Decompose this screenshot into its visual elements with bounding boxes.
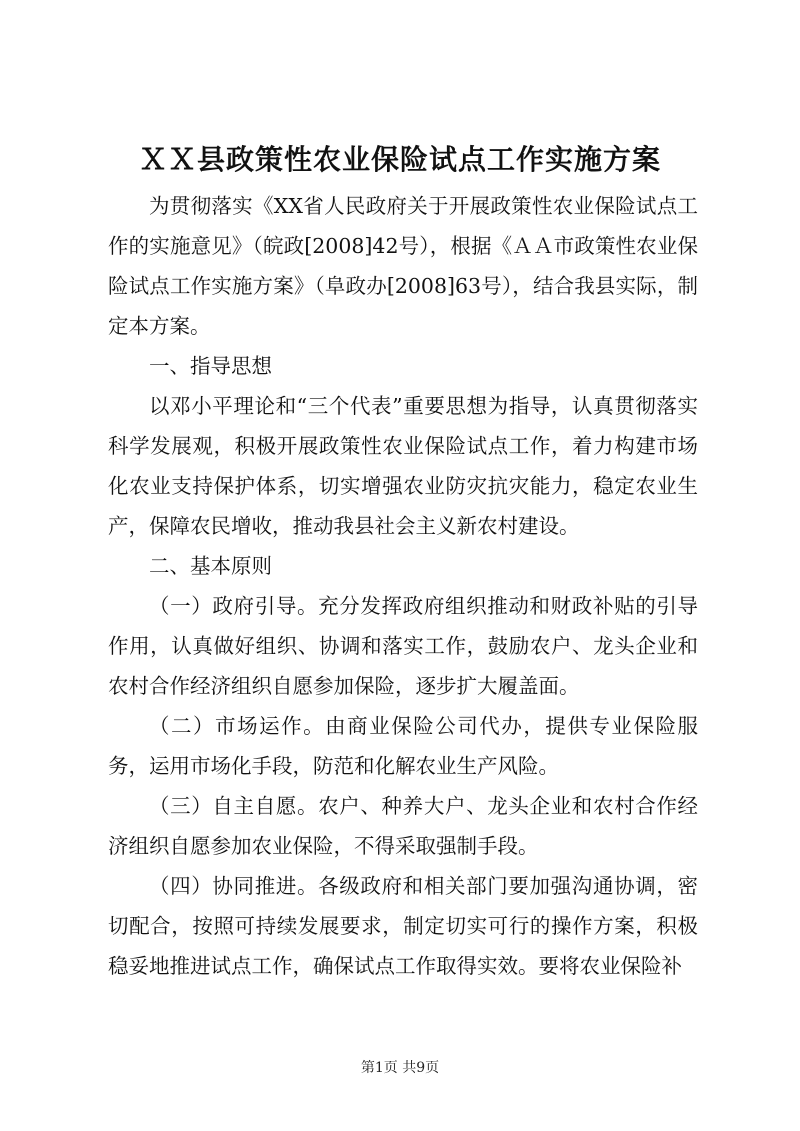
intro-paragraph: 为贯彻落实《XX省人民政府关于开展政策性农业保险试点工作的实施意见》（皖政[2008]42号），根据《ＡＡ市政策性农业保险试点工作实施方案》（阜政办[2008]63号），结合我县实际，制定本方案。 [108,194,698,338]
principle-market-operation: （二）市场运作。由商业保险公司代办，提供专业保险服务，运用市场化手段，防范和化解农业生产风险。 [108,714,698,778]
principle-government-guidance: （一）政府引导。充分发挥政府组织推动和财政补贴的引导作用，认真做好组织、协调和落实工作，鼓励农户、龙头企业和农村合作经济组织自愿参加保险，逐步扩大履盖面。 [108,594,698,698]
document-body [108,186,698,986]
section-heading-basic-principles: 二、基本原则 [149,554,272,578]
section-heading-guiding-thought: 一、指导思想 [149,354,272,378]
document-title: ＸＸ县政策性农业保险试点工作实施方案 [138,143,661,176]
principle-voluntary: （三）自主自愿。农户、种养大户、龙头企业和农村合作经济组织自愿参加农业保险，不得采取强制手段。 [108,794,698,858]
guiding-thought-paragraph: 以邓小平理论和“三个代表”重要思想为指导，认真贯彻落实科学发展观，积极开展政策性农业保险试点工作，着力构建市场化农业支持保护体系，切实增强农业防灾抗灾能力，稳定农业生产，保障农民增收，推动我县社会主义新农村建设。 [108,394,698,538]
principle-coordinated-promotion: （四）协同推进。各级政府和相关部门要加强沟通协调，密切配合，按照可持续发展要求，制定切实可行的操作方案，积极稳妥地推进试点工作，确保试点工作取得实效。要将农业保险补 [108,874,698,978]
page-footer: 第1页 共9页 [360,1060,440,1076]
